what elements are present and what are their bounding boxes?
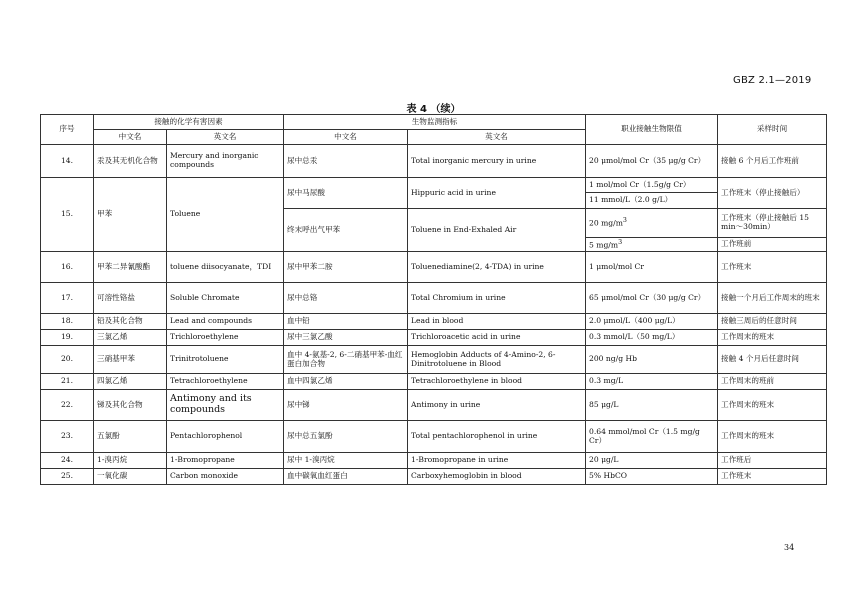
limit-value: 85 μg/L	[586, 390, 718, 421]
table-row	[41, 453, 827, 469]
table-row	[41, 330, 827, 346]
limit-value: 2.0 μmol/L（400 μg/L）	[586, 314, 718, 330]
limit-value: 5% HbCO	[586, 469, 718, 485]
sampling-time: 工作班后	[718, 453, 827, 469]
sampling-time: 接触 6 个月后工作班前	[718, 145, 827, 178]
limit-value: 200 ng/g Hb	[586, 346, 718, 374]
limit-superscript: 3	[622, 217, 627, 225]
limit-value: 20 μmol/mol Cr（35 μg/g Cr）	[586, 145, 718, 178]
row-number: 21.	[41, 374, 94, 390]
limit-value	[586, 238, 718, 252]
row-number: 18.	[41, 314, 94, 330]
factor-cn: 四氯乙烯	[94, 374, 167, 390]
limit-text: 5 mg/m	[589, 240, 619, 250]
sampling-time: 工作班末	[718, 252, 827, 283]
table-row	[41, 421, 827, 453]
indicator-cn: 血中铅	[284, 314, 408, 330]
indicator-en: Trichloroacetic acid in urine	[408, 330, 586, 346]
table-row	[41, 314, 827, 330]
row-number: 20.	[41, 346, 94, 374]
col-factor-cn: 中文名	[94, 130, 167, 145]
factor-en: Toluene	[167, 178, 284, 252]
limit-text: 20 mg/m	[589, 218, 623, 228]
limit-value: 65 μmol/mol Cr（30 μg/g Cr）	[586, 283, 718, 314]
indicator-en: Total pentachlorophenol in urine	[408, 421, 586, 453]
table-row	[41, 346, 827, 374]
indicator-cn: 尿中三氯乙酸	[284, 330, 408, 346]
col-factor-en: 英文名	[167, 130, 284, 145]
indicator-cn: 尿中总汞	[284, 145, 408, 178]
indicator-cn: 血中 4-氨基-2, 6-二硝基甲苯-血红蛋白加合物	[284, 346, 408, 374]
sampling-time: 工作周末的班末	[718, 390, 827, 421]
factor-cn: 三硝基甲苯	[94, 346, 167, 374]
limit-value: 1 μmol/mol Cr	[586, 252, 718, 283]
factor-en: Soluble Chromate	[167, 283, 284, 314]
factor-cn: 三氯乙烯	[94, 330, 167, 346]
row-number: 19.	[41, 330, 94, 346]
factor-en: 1-Bromopropane	[167, 453, 284, 469]
col-time: 采样时间	[718, 115, 827, 145]
sampling-time: 工作周末的班前	[718, 374, 827, 390]
factor-cn: 铅及其化合物	[94, 314, 167, 330]
factor-cn: 汞及其无机化合物	[94, 145, 167, 178]
table-row	[41, 390, 827, 421]
sampling-time: 工作周末的班末	[718, 421, 827, 453]
row-number: 17.	[41, 283, 94, 314]
page-number: 34	[784, 543, 795, 552]
row-number: 15.	[41, 178, 94, 252]
indicator-cn: 血中碳氧血红蛋白	[284, 469, 408, 485]
indicator-en: 1-Bromopropane in urine	[408, 453, 586, 469]
limit-value: 11 mmol/L（2.0 g/L）	[586, 193, 718, 209]
table-row	[41, 374, 827, 390]
factor-en: Mercury and inorganic compounds	[167, 145, 284, 178]
sampling-time: 工作周末的班末	[718, 330, 827, 346]
sampling-time: 接触一个月后工作周末的班末	[718, 283, 827, 314]
row-number: 24.	[41, 453, 94, 469]
indicator-cn: 终末呼出气甲苯	[284, 209, 408, 252]
factor-en: toluene diisocyanate，TDI	[167, 252, 284, 283]
factor-cn: 甲苯	[94, 178, 167, 252]
factor-cn: 甲苯二异氰酸酯	[94, 252, 167, 283]
factor-cn: 1-溴丙烷	[94, 453, 167, 469]
indicator-cn: 尿中锑	[284, 390, 408, 421]
factor-en: Trinitrotoluene	[167, 346, 284, 374]
col-limit: 职业接触生物限值	[586, 115, 718, 145]
indicator-cn: 尿中甲苯二胺	[284, 252, 408, 283]
indicator-en: Total inorganic mercury in urine	[408, 145, 586, 178]
limit-value: 20 μg/L	[586, 453, 718, 469]
factor-en: Antimony and its compounds	[167, 390, 284, 421]
indicator-en: Total Chromium in urine	[408, 283, 586, 314]
indicator-en: Antimony in urine	[408, 390, 586, 421]
sampling-time: 工作班末	[718, 469, 827, 485]
row-number: 22.	[41, 390, 94, 421]
row-number: 25.	[41, 469, 94, 485]
table-row	[41, 145, 827, 178]
indicator-cn: 尿中总铬	[284, 283, 408, 314]
factor-cn: 锑及其化合物	[94, 390, 167, 421]
limit-value: 0.64 mmol/mol Cr（1.5 mg/g Cr）	[586, 421, 718, 453]
col-seq: 序号	[41, 115, 94, 145]
limit-value	[586, 209, 718, 238]
indicator-en: Toluene in End-Exhaled Air	[408, 209, 586, 252]
table-row	[41, 283, 827, 314]
col-indicator-en: 英文名	[408, 130, 586, 145]
factor-cn: 一氧化碳	[94, 469, 167, 485]
table-title: 表 4 （续）	[406, 104, 461, 115]
standard-code: GBZ 2.1—2019	[733, 75, 812, 86]
row-number: 23.	[41, 421, 94, 453]
biomonitoring-limits-table	[40, 114, 827, 485]
factor-cn: 五氯酚	[94, 421, 167, 453]
indicator-en: Hippuric acid in urine	[408, 178, 586, 209]
factor-en: Trichloroethylene	[167, 330, 284, 346]
col-factor-group: 接触的化学有害因素	[94, 115, 284, 130]
indicator-en: Lead in blood	[408, 314, 586, 330]
indicator-cn: 血中四氯乙烯	[284, 374, 408, 390]
col-indicator-cn: 中文名	[284, 130, 408, 145]
sampling-time: 工作班末（停止接触后）	[718, 178, 827, 209]
limit-value: 0.3 mg/L	[586, 374, 718, 390]
col-indicator-group: 生物监测指标	[284, 115, 586, 130]
factor-cn: 可溶性铬盐	[94, 283, 167, 314]
row-number: 14.	[41, 145, 94, 178]
factor-en: Tetrachloroethylene	[167, 374, 284, 390]
indicator-cn: 尿中总五氯酚	[284, 421, 408, 453]
sampling-time: 工作班末（停止接触后 15 min～30min）	[718, 209, 827, 238]
indicator-cn: 尿中马尿酸	[284, 178, 408, 209]
row-number: 16.	[41, 252, 94, 283]
indicator-cn: 尿中 1-溴丙烷	[284, 453, 408, 469]
factor-en: Carbon monoxide	[167, 469, 284, 485]
factor-en: Lead and compounds	[167, 314, 284, 330]
table-row	[41, 252, 827, 283]
sampling-time: 接触三周后的任意时间	[718, 314, 827, 330]
sampling-time: 接触 4 个月后任意时间	[718, 346, 827, 374]
limit-value: 0.3 mmol/L（50 mg/L）	[586, 330, 718, 346]
limit-superscript: 3	[618, 238, 623, 246]
indicator-en: Tetrachloroethylene in blood	[408, 374, 586, 390]
table-row	[41, 469, 827, 485]
sampling-time: 工作班前	[718, 238, 827, 252]
indicator-en: Toluenediamine(2, 4-TDA) in urine	[408, 252, 586, 283]
indicator-en: Carboxyhemoglobin in blood	[408, 469, 586, 485]
factor-en: Pentachlorophenol	[167, 421, 284, 453]
table-row	[41, 178, 827, 193]
indicator-en: Hemoglobin Adducts of 4-Amino-2, 6-Dinitrotoluene in Blood	[408, 346, 586, 374]
header-row-1	[41, 115, 827, 130]
limit-value: 1 mol/mol Cr（1.5g/g Cr）	[586, 178, 718, 193]
